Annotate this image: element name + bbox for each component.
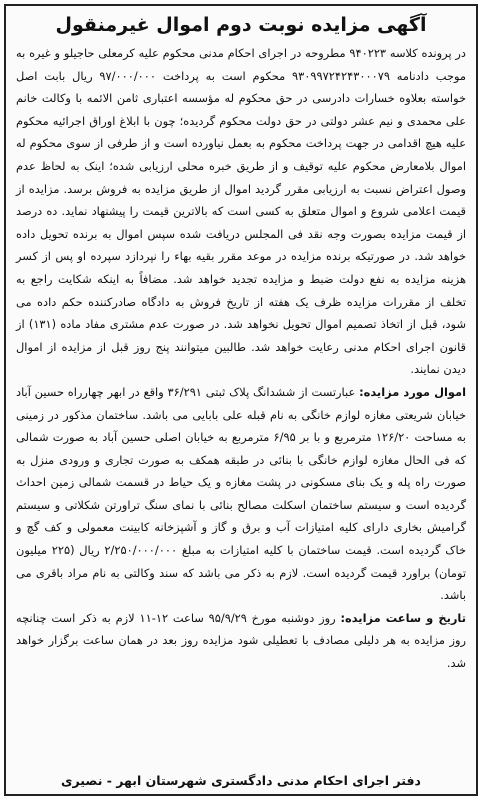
property-description: عبارتست از ششدانگ پلاک ثبتی ۳۶/۲۹۱ واقع در ابهر چهارراه حسین آباد خیابان شریعتی مغازه لوازم خانگی به نام قبله علی بابایی می باشد. ساختمان مذکور در زمینی به مساحت ۱۲۶/۲۰ مترمربع و با بر ۶/۹۵ مترمربع به خیابان اصلی حسین آباد به صورت شمالی که فی الحال مغازه لوازم خانگی با بنائی در طبقه همکف به صورت تجاری و ورودی منزل به صورت راه پله و یک بنای مسکونی در پشت مغازه و یک حیاط در قسمت شمالی زمین احداث گردیده است و سیستم ساختمان اسکلت مصالح بنائی با نمای سنگ تراورتن شکلاتی و سیستم گرامیش بخاری دارای کلیه امتیازات آب و برق و گاز و آشپزخانه کابینت معمولی و کف گچ و خاک گردیده است. قیمت ساختمان با کلیه امتیازات به مبلغ ۲/۲۵۰/۰۰۰/۰۰۰ ریال (۲۲۵ میلیون تومان) براورد قیمت گردیده است. لازم به ذکر می باشد که سند وکالتی به نام مراد باقری می باشد. — [16, 384, 466, 603]
auction-notice — [4, 4, 478, 796]
property-label: اموال مورد مزایده: — [359, 384, 467, 399]
datetime-description: روز دوشنبه مورخ ۹۵/۹/۲۹ ساعت ۱۲-۱۱ لازم به ذکر است چنانچه روز مزایده به هر دلیلی مصادف با تعطیلی شود مزایده روز بعد در همان ساعت برگزار خواهد شد. — [16, 610, 466, 671]
notice-paragraph-property — [16, 381, 466, 607]
notice-paragraph-main: در پرونده کلاسه ۹۴۰۲۲۳ مطروحه در اجرای احکام مدنی محکوم علیه کرمعلی حاجیلو و غیره به موجب دادنامه ۹۳۰۹۹۷۲۴۲۴۳۰۰۰۷۹ محکوم است به پرداخت ۹۷/۰۰۰/۰۰۰ ریال بابت اصل خواسته بعلاوه خسارات دادرسی در حق محکوم له مؤسسه اعتباری ثامن الائمه با وکالت خانم علی محمدی و نیم عشر دولتی در حق دولت محکوم گردیده؛ چون با ابلاغ اوراق اجرائیه محکوم علیه هیچ اقدامی در جهت پرداخت محکوم به بعمل نیاورده است و از طرفی از سوی محکوم له اموال بلامعارض محکوم علیه توقیف و از طریق خبره محلی ارزیابی شده؛ اینک به لحاظ عدم وصول اعتراض نسبت به ارزیابی مقرر گردید اموال از طریق مزایده به فروش برسد. مزایده از قیمت اعلامی شروع و اموال متعلق به کسی است که بالاترین قیمت را پیشنهاد نماید. ده درصد از قیمت مزایده بصورت وجه نقد فی المجلس دریافت شده سپس اموال به برنده تحویل داده خواهد شد. در صورتیکه برنده مزایده در موعد مقرر بقیه بهاء را نپردازد سپرده او پس از کسر هزینه مزایده به نفع دولت ضبط و مزایده تجدید خواهد شد. مضافاً به اینکه شکایت راجع به تخلف از مقررات مزایده ظرف یک هفته از تاریخ فروش به دادگاه صادرکننده حکم داده می شود، قبل از اتخاذ تصمیم اموال تحویل نخواهد شد. در صورت عدم مشتری مفاد ماده (۱۳۱) از قانون اجرای احکام مدنی رعایت خواهد شد. طالبین میتوانند پنج روز قبل از مزایده از اموال دیدن نمایند. — [16, 46, 466, 377]
notice-title: آگهی مزایده نوبت دوم اموال غیرمنقول — [55, 14, 427, 36]
notice-paragraph-datetime — [16, 607, 466, 675]
notice-footer-signature: دفتر اجرای احکام مدنی دادگستری شهرستان ابهر - نصیری — [61, 773, 421, 788]
datetime-label: تاریخ و ساعت مزایده: — [340, 610, 466, 625]
notice-body — [16, 42, 466, 675]
